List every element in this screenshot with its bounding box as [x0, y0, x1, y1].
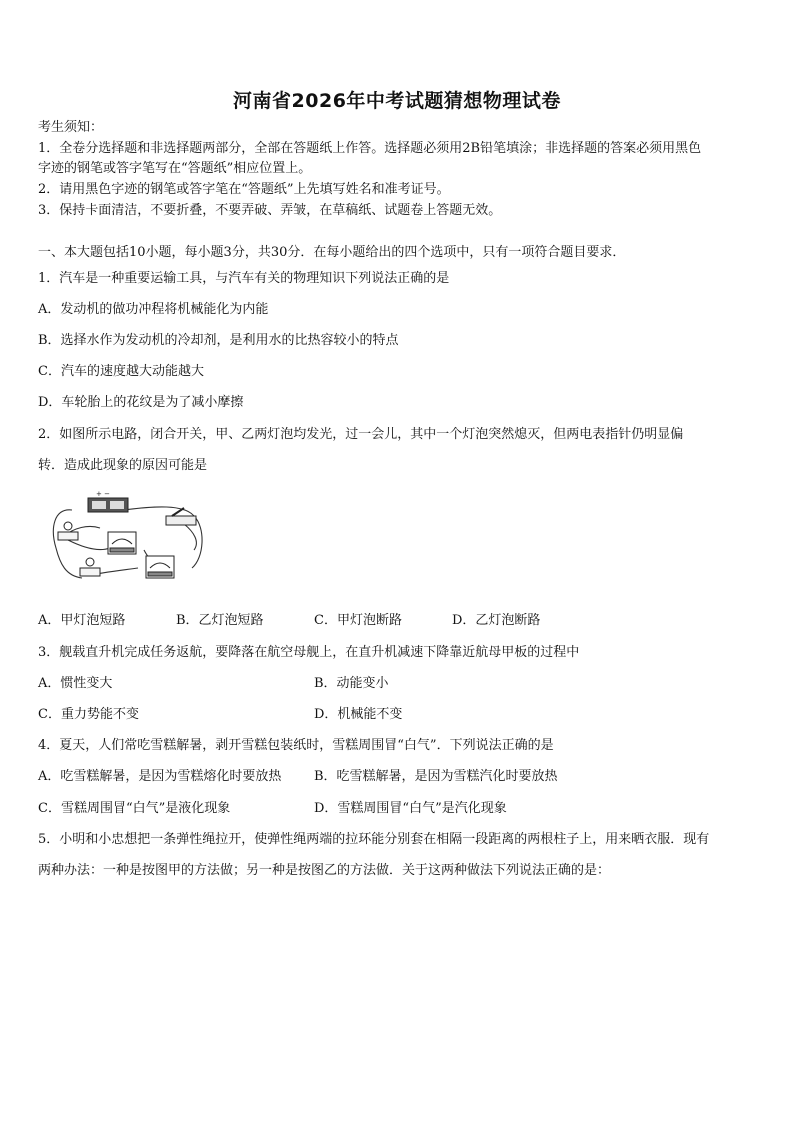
- question-2-stem: 2．如图所示电路，闭合开关，甲、乙两灯泡均发光，过一会儿，其中一个灯泡突然熄灭，但两电表指针仍明显偏: [38, 427, 684, 442]
- question-3-option-b: B．动能变小: [314, 676, 389, 691]
- notice-item: 2．请用黑色字迹的钢笔或答字笔在“答题纸”上先填写姓名和准考证号。: [38, 182, 450, 197]
- question-2-option-c: C．甲灯泡断路: [314, 613, 402, 628]
- notice-item: 3．保持卡面清洁，不要折叠，不要弄破、弄皱，在草稿纸、试题卷上答题无效。: [38, 203, 502, 218]
- question-5-stem-cont: 两种办法：一种是按图甲的方法做；另一种是按图乙的方法做．关于这两种做法下列说法正确的是：: [38, 863, 611, 878]
- lamp-holder-jia: [58, 522, 78, 540]
- question-3-option-a: A．惯性变大: [38, 676, 113, 691]
- question-4-option-a: A．吃雪糕解暑，是因为雪糕熔化时要放热: [38, 769, 282, 784]
- wire: [184, 524, 196, 550]
- page-title: 河南省2026年中考试题猜想物理试卷: [233, 90, 561, 112]
- question-4-stem: 4．夏天，人们常吃雪糕解暑，剥开雪糕包装纸时，雪糕周围冒“白气”．下列说法正确的是: [38, 738, 554, 753]
- switch-group: [166, 508, 196, 525]
- question-2-option-b: B．乙灯泡短路: [176, 613, 264, 628]
- question-4-option-d: D．雪糕周围冒“白气”是汽化现象: [314, 801, 507, 816]
- question-1-option-d: D．车轮胎上的花纹是为了减小摩擦: [38, 395, 244, 410]
- question-1-stem: 1．汽车是一种重要运输工具，与汽车有关的物理知识下列说法正确的是: [38, 271, 450, 286]
- meter-2: [146, 556, 174, 578]
- question-4-option-c: C．雪糕周围冒“白气”是液化现象: [38, 801, 231, 816]
- question-1-option-a: A．发动机的做功冲程将机械能化为内能: [38, 302, 269, 317]
- section-heading: 一、本大题包括10小题，每小题3分，共30分．在每小题给出的四个选项中，只有一项符合题目要求．: [38, 245, 626, 260]
- question-5-stem: 5．小明和小忠想把一条弹性绳拉开，使弹性绳两端的拉环能分别套在相隔一段距离的两根柱子上，用来晒衣服．现有: [38, 832, 710, 847]
- question-4-option-b: B．吃雪糕解暑，是因为雪糕汽化时要放热: [314, 769, 558, 784]
- question-2-stem-cont: 转．造成此现象的原因可能是: [38, 458, 208, 473]
- question-2-option-d: D．乙灯泡断路: [452, 613, 541, 628]
- circuit-figure: [44, 488, 220, 592]
- notice-heading: 考生须知：: [38, 120, 104, 135]
- question-2-option-a: A．甲灯泡短路: [38, 613, 126, 628]
- wire: [68, 540, 110, 550]
- question-3-option-d: D．机械能不变: [314, 707, 403, 722]
- question-1-option-b: B．选择水作为发动机的冷却剂，是利用水的比热容较小的特点: [38, 333, 399, 348]
- battery-label: + −: [96, 490, 110, 498]
- battery-group: [88, 490, 128, 512]
- lamp-holder-yi: [80, 558, 100, 576]
- question-1-option-c: C．汽车的速度越大动能越大: [38, 364, 204, 379]
- question-3-stem: 3．舰载直升机完成任务返航，要降落在航空母舰上，在直升机减速下降靠近航母甲板的过程中: [38, 645, 580, 660]
- question-3-option-c: C．重力势能不变: [38, 707, 139, 722]
- notice-item: 字迹的钢笔或答字笔写在“答题纸”相应位置上。: [38, 161, 312, 176]
- meter-1: [108, 532, 136, 554]
- notice-item: 1．全卷分选择题和非选择题两部分，全部在答题纸上作答。选择题必须用2B铅笔填涂；非选择题的答案必须用黑色: [38, 141, 702, 156]
